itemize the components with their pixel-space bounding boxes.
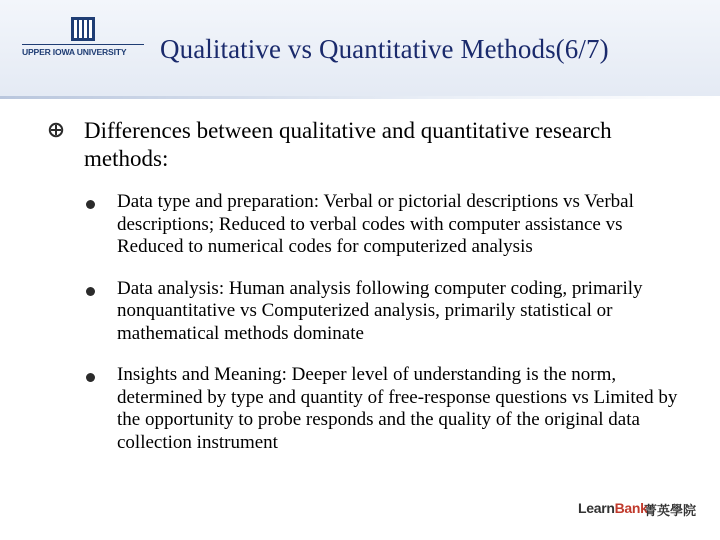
sub-point-text: Data analysis: Human analysis following computer coding, primarily nonquantitative vs Computerized analysis, primarily statistical or mathematical methods dominate <box>117 277 643 344</box>
sub-point <box>82 191 682 259</box>
brand-chinese-name: 菁英學院 <box>644 504 697 519</box>
slide-header <box>0 0 720 96</box>
sub-point <box>82 278 682 346</box>
university-building-icon <box>70 16 96 42</box>
main-point: Differences between qualitative and quantitative research methods: <box>84 118 612 171</box>
round-dot-icon <box>86 200 95 209</box>
university-name: UPPER IOWA UNIVERSITY <box>22 47 127 57</box>
sub-point-text: Data type and preparation: Verbal or pictorial descriptions vs Verbal descriptions; Reduced to verbal codes with computer assistance vs Reduced to numerical codes for computerized analysis <box>117 191 634 257</box>
slide-title: Qualitative vs Quantitative Methods(6/7) <box>160 34 609 64</box>
round-dot-icon <box>86 373 95 382</box>
sub-point-text: Insights and Meaning: Deeper level of understanding is the norm, determined by type and quantity of free-response questions vs Limited by the opportunity to probe responds and the quality of the original data collection instrument <box>117 364 678 453</box>
brand-suffix: Bank <box>614 500 648 516</box>
sub-point <box>82 364 682 454</box>
sphere-bullet-icon <box>48 122 64 138</box>
header-divider <box>0 96 720 99</box>
learnbank-logo <box>578 497 698 523</box>
university-logo <box>22 16 144 64</box>
logo-rule <box>22 44 144 45</box>
sub-point-list <box>82 191 682 473</box>
learnbank-wordmark <box>578 500 648 516</box>
round-dot-icon <box>86 287 95 296</box>
brand-prefix: Learn <box>578 500 615 516</box>
